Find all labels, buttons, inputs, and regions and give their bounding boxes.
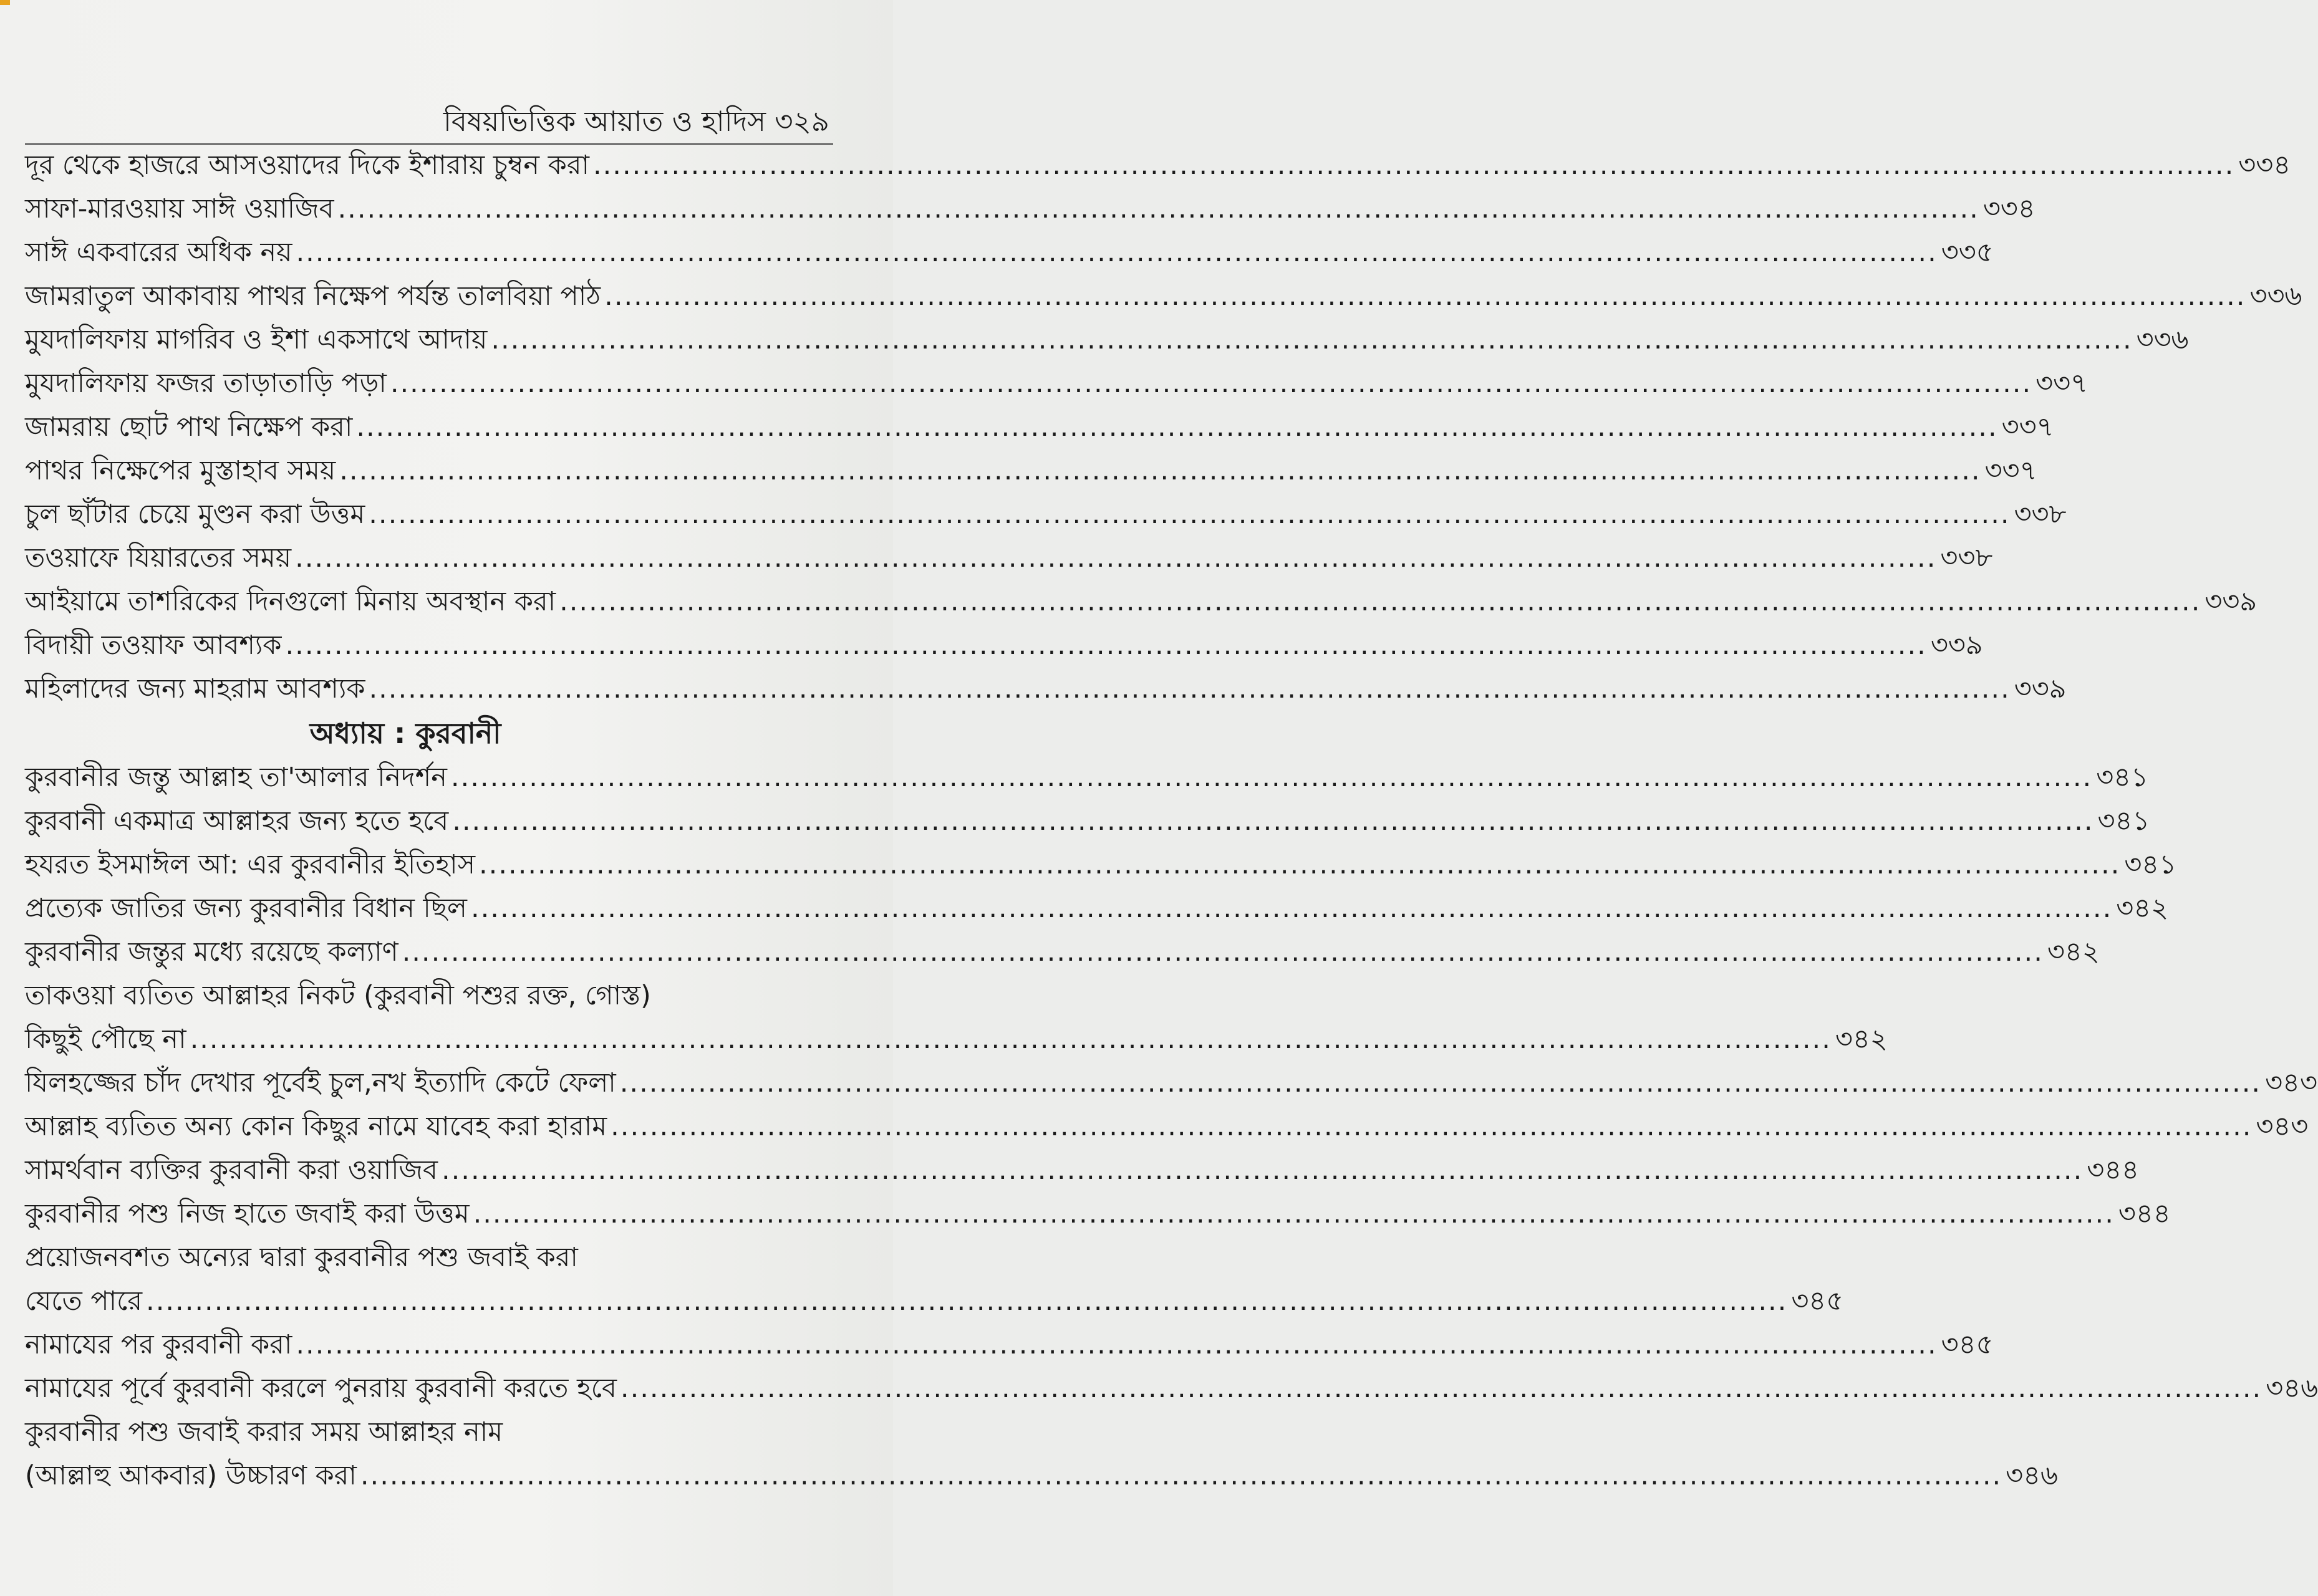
toc-entry-title: (আল্লাহু আকবার) উচ্চারণ করা <box>25 1460 357 1491</box>
toc-entry <box>25 1061 2317 1105</box>
toc-entry-page: ৩৩৪ <box>1982 193 2035 224</box>
toc-entry-page: ৩৪৬ <box>2006 1460 2058 1491</box>
dot-leader <box>390 362 2032 405</box>
toc-entry <box>25 1454 2058 1497</box>
toc-entry-title: জামরায় ছোট পাথ নিক্ষেপ করা <box>25 411 353 443</box>
toc-entry <box>25 143 2291 187</box>
toc-entry <box>25 362 2089 405</box>
toc-entry-page: ৩৪১ <box>2097 805 2150 837</box>
toc-entry <box>25 1236 786 1279</box>
running-header: বিষয়ভিত্তিক আয়াত ও হাদিস ৩২৯ <box>443 105 829 138</box>
toc-entry-page: ৩৪৩ <box>2256 1111 2309 1142</box>
toc-entry-title: দূর থেকে হাজরে আসওয়াদের দিকে ইশারায় চুম্বন করা <box>25 150 589 181</box>
toc-entry-title: নামাযের পূর্বে কুরবানী করলে পুনরায় কুরবানী করতে হবে <box>25 1373 617 1404</box>
toc-entry-page: ৩৪৪ <box>2118 1198 2171 1229</box>
toc-entry <box>25 1410 786 1454</box>
toc-section-hajj <box>25 143 2302 711</box>
dot-leader <box>451 756 2092 799</box>
toc-entry-page: ৩৩৫ <box>1941 237 1994 268</box>
dot-leader <box>360 1454 2002 1497</box>
dot-leader <box>286 623 1927 667</box>
dot-leader <box>295 536 1936 580</box>
toc-section-qurbani <box>25 756 2318 1497</box>
toc-entry <box>25 231 1994 274</box>
toc-entry-page: ৩৩৮ <box>2014 499 2067 530</box>
toc-entry-title: বিদায়ী তওয়াফ আবশ্যক <box>25 630 282 661</box>
toc-entry <box>25 623 1983 667</box>
toc-entry-title: তওয়াফে যিয়ারতের সময় <box>25 542 292 574</box>
toc-entry-title: কুরবানীর জন্তু আল্লাহ তা'আলার নিদর্শন <box>25 762 447 793</box>
toc-entry-page: ৩৪৫ <box>1791 1286 1844 1317</box>
toc-entry-title: তাকওয়া ব্যতিত আল্লাহর নিকট (কুরবানী পশুর রক্ত, গোস্ত) <box>25 980 651 1011</box>
toc-entry-page: ৩৪১ <box>2096 762 2148 793</box>
dot-leader <box>369 667 2010 711</box>
dot-leader <box>559 580 2201 623</box>
toc-entry-title: কিছুই পৌছে না <box>25 1024 186 1055</box>
toc-entry <box>25 843 2177 887</box>
toc-entry-title: মহিলাদের জন্য মাহরাম আবশ্যক <box>25 673 365 704</box>
dot-leader <box>338 187 1979 231</box>
dot-leader <box>621 1367 2262 1410</box>
toc-entry-title: কুরবানীর জন্তুর মধ্যে রয়েছে কল্যাণ <box>25 936 398 968</box>
dot-leader <box>620 1061 2261 1105</box>
toc-entry <box>25 930 2100 974</box>
dot-leader <box>296 1323 1937 1367</box>
toc-entry-page: ৩৪৩ <box>2265 1067 2317 1098</box>
dot-leader <box>190 1017 1832 1061</box>
toc-entry-page: ৩৩৭ <box>2001 411 2054 443</box>
toc-entry <box>25 756 2148 799</box>
dot-leader <box>473 1192 2115 1236</box>
toc-entry <box>25 799 2150 843</box>
toc-entry-page: ৩৩৬ <box>2249 281 2302 312</box>
toc-entry <box>25 1017 1888 1061</box>
toc-entry-title: সাফা-মারওয়ায় সাঈ ওয়াজিব <box>25 193 334 224</box>
toc-entry-title: পাথর নিক্ষেপের মুস্তাহাব সময় <box>25 455 336 486</box>
dot-leader <box>356 405 1997 449</box>
corner-mark <box>0 0 10 5</box>
toc-entry <box>25 187 2035 231</box>
toc-entry-title: কুরবানীর পশু নিজ হাতে জবাই করা উত্তম <box>25 1198 470 1229</box>
dot-leader <box>296 231 1937 274</box>
dot-leader <box>491 318 2132 362</box>
toc-entry <box>25 1105 2309 1148</box>
toc-entry-title: আইয়ামে তাশরিকের দিনগুলো মিনায় অবস্থান করা <box>25 586 556 617</box>
toc-entry <box>25 1323 1994 1367</box>
toc-entry-page: ৩৩৭ <box>2035 368 2089 399</box>
toc-entry-page: ৩৪৬ <box>2266 1373 2318 1404</box>
chapter-heading: অধ্যায় : কুরবানী <box>309 716 501 750</box>
toc-entry-title: চুল ছাঁটার চেয়ে মুণ্ডন করা উত্তম <box>25 499 365 530</box>
dot-leader <box>146 1279 1787 1323</box>
toc-entry-title: জামরাতুল আকাবায় পাথর নিক্ষেপ পর্যন্ত তালবিয়া পাঠ <box>25 281 601 312</box>
dot-leader <box>604 274 2246 318</box>
toc-entry <box>25 974 786 1017</box>
toc-entry <box>25 493 2067 536</box>
dot-leader <box>369 493 2010 536</box>
toc-entry <box>25 536 1993 580</box>
toc-entry-page: ৩৪৫ <box>1941 1329 1994 1360</box>
table-of-contents <box>25 143 2318 1497</box>
dot-leader <box>442 1148 2083 1192</box>
toc-entry <box>25 318 2189 362</box>
dot-leader <box>339 449 1981 493</box>
toc-entry-title: হযরত ইসমাঈল আ: এর কুরবানীর ইতিহাস <box>25 849 476 880</box>
toc-entry-page: ৩৩৯ <box>2205 586 2258 617</box>
dot-leader <box>479 843 2120 887</box>
toc-entry-title: নামাযের পর কুরবানী করা <box>25 1329 292 1360</box>
toc-entry-title: যেতে পারে <box>25 1286 143 1317</box>
toc-entry-title: কুরবানী একমাত্র আল্লাহর জন্য হতে হবে <box>25 805 449 837</box>
dot-leader <box>611 1105 2252 1148</box>
toc-entry-page: ৩৪৪ <box>2087 1155 2140 1186</box>
toc-entry-page: ৩৩৪ <box>2238 150 2291 181</box>
toc-entry <box>25 580 2258 623</box>
toc-entry-title: মুযদালিফায় মাগরিব ও ইশা একসাথে আদায় <box>25 324 488 355</box>
toc-entry <box>25 1192 2171 1236</box>
toc-entry-title: কুরবানীর পশু জবাই করার সময় আল্লাহর নাম <box>25 1416 503 1448</box>
toc-entry <box>25 449 2037 493</box>
toc-entry <box>25 667 2067 711</box>
toc-entry-page: ৩৪১ <box>2124 849 2177 880</box>
toc-entry-page: ৩৩৯ <box>1930 630 1983 661</box>
toc-entry-page: ৩৪২ <box>2116 893 2169 924</box>
toc-entry <box>25 405 2054 449</box>
toc-entry <box>25 1279 1844 1323</box>
toc-entry-title: মুযদালিফায় ফজর তাড়াতাড়ি পড়া <box>25 368 387 399</box>
toc-entry-page: ৩৩৭ <box>1984 455 2037 486</box>
toc-entry-page: ৩৩৯ <box>2014 673 2067 704</box>
toc-entry <box>25 1367 2318 1410</box>
toc-entry-title: আল্লাহ ব্যতিত অন্য কোন কিছুর নামে যাবেহ করা হারাম <box>25 1111 607 1142</box>
toc-entry <box>25 274 2302 318</box>
dot-leader <box>471 887 2112 930</box>
dot-leader <box>402 930 2044 974</box>
toc-entry-title: সাঈ একবারের অধিক নয় <box>25 237 292 268</box>
toc-entry-page: ৩৪২ <box>1835 1024 1888 1055</box>
toc-entry-title: সামর্থবান ব্যক্তির কুরবানী করা ওয়াজিব <box>25 1155 438 1186</box>
toc-entry-title: যিলহজ্জের চাঁদ দেখার পূর্বেই চুল,নখ ইত্যাদি কেটে ফেলা <box>25 1067 616 1098</box>
toc-entry-title: প্রয়োজনবশত অন্যের দ্বারা কুরবানীর পশু জবাই করা <box>25 1242 578 1273</box>
toc-entry-title: প্রত্যেক জাতির জন্য কুরবানীর বিধান ছিল <box>25 893 467 924</box>
toc-entry-page: ৩৩৮ <box>1940 542 1993 574</box>
toc-entry-page: ৩৩৬ <box>2136 324 2189 355</box>
toc-entry <box>25 1148 2140 1192</box>
toc-entry-page: ৩৪২ <box>2047 936 2100 968</box>
dot-leader <box>452 799 2093 843</box>
dot-leader <box>593 143 2234 187</box>
toc-entry <box>25 887 2169 930</box>
